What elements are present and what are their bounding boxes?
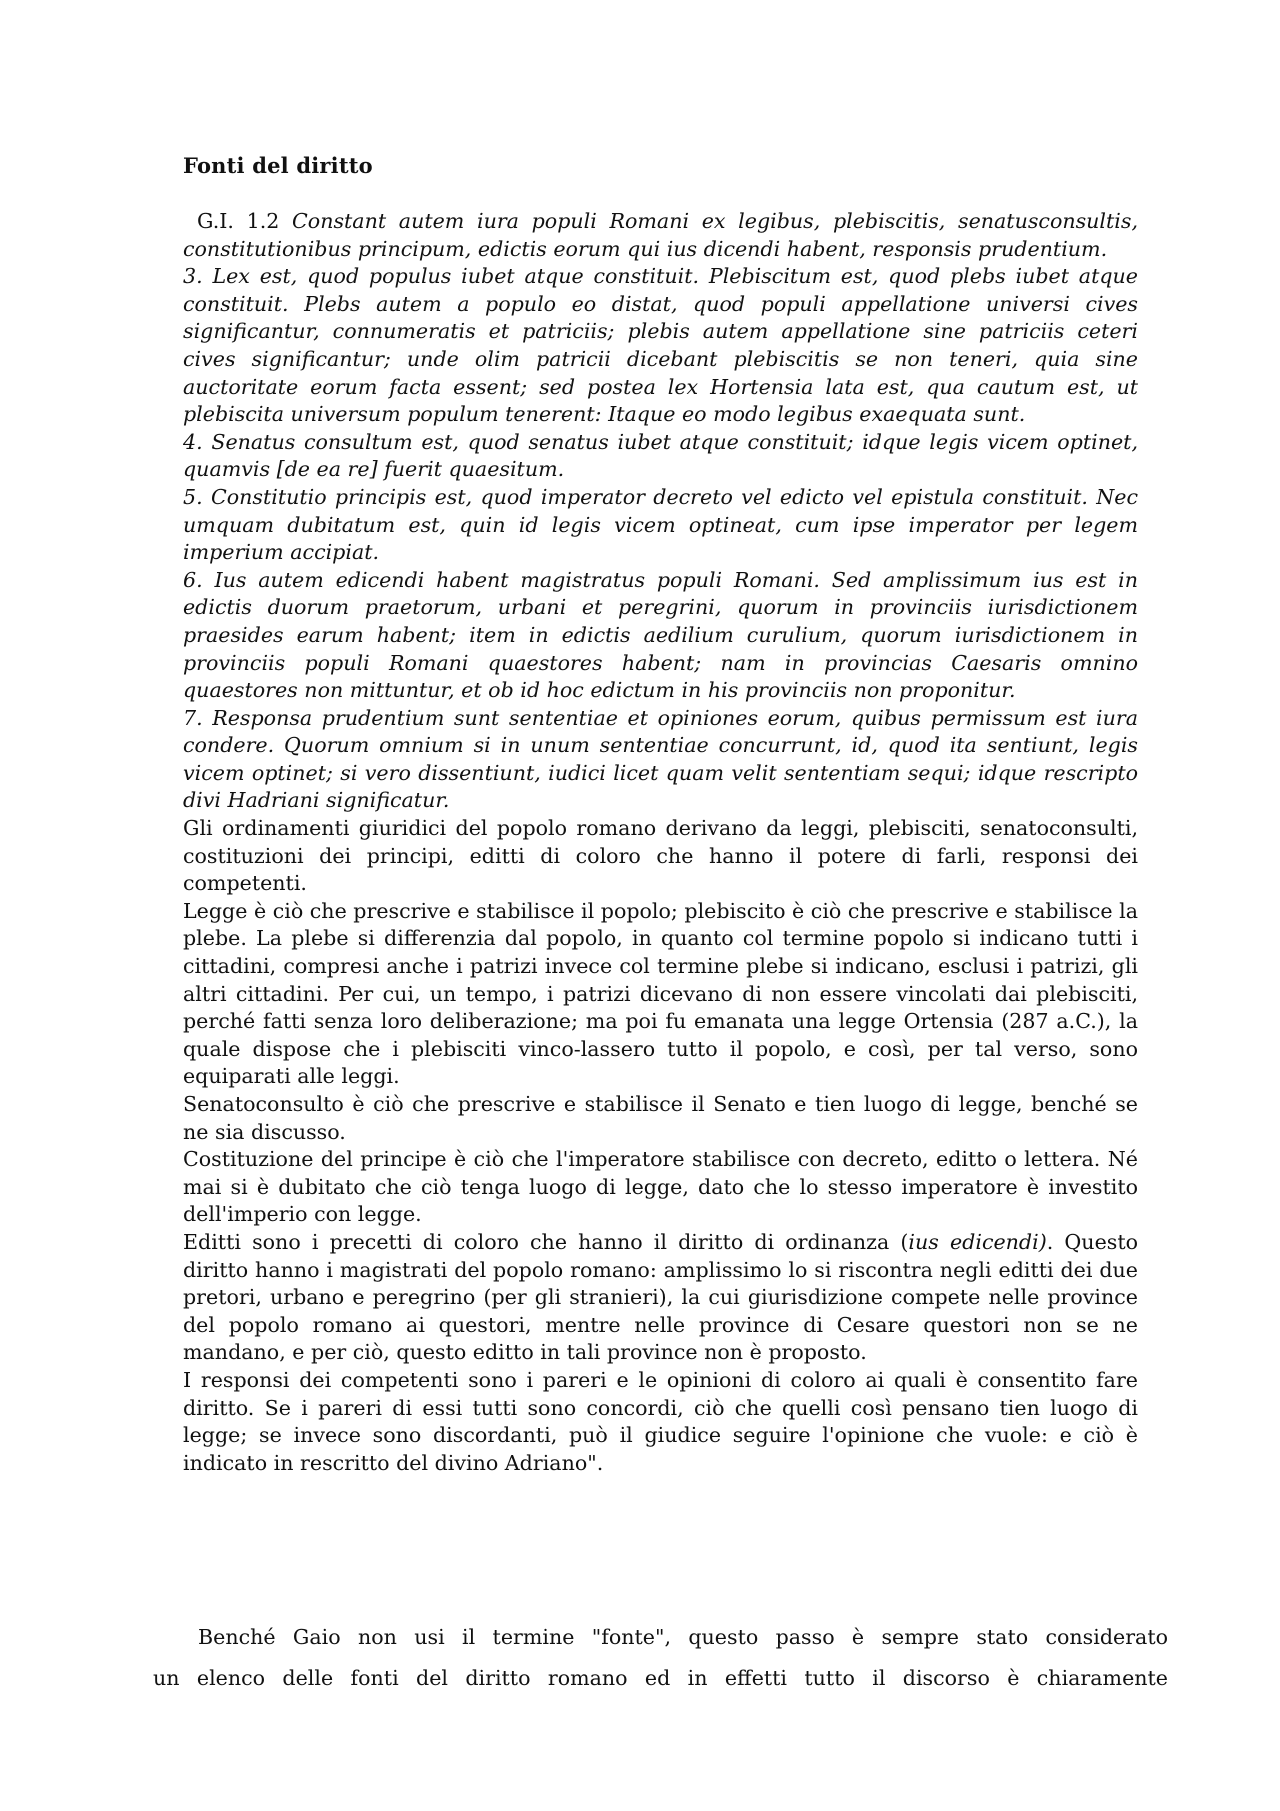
source-text-block: [183, 208, 1138, 1477]
gaius-paragraph-4: 4. Senatus consultum est, quod senatus iubet atque constituit; idque legis vicem optinet, quamvis [de ea re] fuerit quaesitum.: [183, 429, 1138, 482]
ius-edicendi-term: ius edicendi): [908, 1229, 1047, 1254]
translation-paragraph-6: I responsi dei competenti sono i pareri e le opinioni di coloro ai quali è consentito fare diritto. Se i pareri di essi tutti sono concordi, ciò che quelli così pensano tien luogo di legge; se invece sono discordanti, può il giudice seguire l'opinione che vuole: e ciò è indicato in rescritto del divino Adriano".: [183, 1367, 1138, 1475]
commentary-block: [153, 1617, 1168, 1699]
translation-5-start: Editti sono i precetti di coloro che hanno il diritto di ordinanza (: [183, 1229, 909, 1254]
gaius-paragraph-6: 6. Ius autem edicendi habent magistratus populi Romani. Sed amplissimum ius est in edictis duorum praetorum, urbani et peregrini, quorum in provinciis iurisdictionem praesides earum habent; item in edictis aedilium curulium, quorum iurisdictionem in provinciis populi Romani quaestores habent; nam in provincias Caesaris omnino quaestores non mittuntur, et ob id hoc edictum in his provinciis non proponitur.: [183, 567, 1138, 703]
translation-paragraph-1: Gli ordinamenti giuridici del popolo romano derivano da leggi, plebisciti, senatoconsulti, costituzioni dei principi, editti di coloro che hanno il potere di farli, responsi dei competenti.: [183, 816, 1138, 896]
translation-paragraph-4: Costituzione del principe è ciò che l'imperatore stabilisce con decreto, editto o lettera. Né mai si è dubitato che ciò tenga luogo di legge, dato che lo stesso imperatore è investito dell'imperio con legge.: [183, 1147, 1138, 1227]
translation-paragraph-2: Legge è ciò che prescrive e stabilisce il popolo; plebiscito è ciò che prescrive e stabilisce la plebe. La plebe si differenzia dal popolo, in quanto col termine popolo si indicano tutti i cittadini, compresi anche i patrizi invece col termine plebe si indicano, esclusi i patrizi, gli altri cittadini. Per cui, un tempo, i patrizi dicevano di non essere vincolati dai plebisciti, perché fatti senza loro deliberazione; ma poi fu emanata una legge Ortensia (287 a.C.), la quale dispose che i plebisciti vinco-lassero tutto il popolo, e così, per tal verso, sono equiparati alle leggi.: [183, 898, 1138, 1089]
gaius-paragraph-7: 7. Responsa prudentium sunt sententiae et opiniones eorum, quibus permissum est iura condere. Quorum omnium si in unum sententiae concurrunt, id, quod ita sentiunt, legis vicem optinet; si vero dissentiunt, iudici licet quam velit sententiam sequi; idque rescripto divi Hadriani significatur.: [183, 705, 1138, 813]
commentary-line-1: Benché Gaio non usi il termine "fonte", questo passo è sempre stato considerato: [198, 1625, 1168, 1649]
commentary-line-2: un elenco delle fonti del diritto romano ed in effetti tutto il discorso è chiaramente: [153, 1666, 1168, 1690]
gaius-reference: G.I. 1.2: [197, 209, 280, 233]
gaius-paragraph-3: 3. Lex est, quod populus iubet atque constituit. Plebiscitum est, quod plebs iubet atque constituit. Plebs autem a populo eo distat, quod populi appellatione universi cives significantur, connumeratis et patriciis; plebis autem appellatione sine patriciis ceteri cives significantur; unde olim patricii dicebant plebiscitis se non teneri, quia sine auctoritate eorum facta essent; sed postea lex Hortensia lata est, qua cautum est, ut plebiscita universum populum tenerent: Itaque eo modo legibus exaequata sunt.: [183, 264, 1138, 427]
translation-5-rest: . Questo diritto hanno i magistrati del popolo romano: amplissimo lo si riscontra negli editti dei due pretori, urbano e peregrino (per gli stranieri), la cui giurisdizione compete nelle province del popolo romano ai questori, mentre nelle province di Cesare questori non se ne mandano, e per ciò, questo editto in tali province non è proposto.: [183, 1229, 1139, 1365]
translation-paragraph-3: Senatoconsulto è ciò che prescrive e stabilisce il Senato e tien luogo di legge, benché se ne sia discusso.: [183, 1092, 1138, 1144]
gaius-text-2: Constant autem iura populi Romani ex legibus, plebiscitis, senatusconsultis, constitutionibus principum, edictis eorum qui ius dicendi habent, responsis prudentium.: [183, 209, 1138, 261]
section-title: Fonti del diritto: [183, 153, 373, 178]
translation-paragraph-5: [183, 1229, 1138, 1367]
gaius-paragraph-5: 5. Constitutio principis est, quod imperator decreto vel edicto vel epistula constituit. Nec umquam dubitatum est, quin id legis vicem optineat, cum ipse imperator per legem imperium accipiat.: [183, 484, 1138, 565]
gaius-paragraph-2: [183, 208, 1138, 263]
